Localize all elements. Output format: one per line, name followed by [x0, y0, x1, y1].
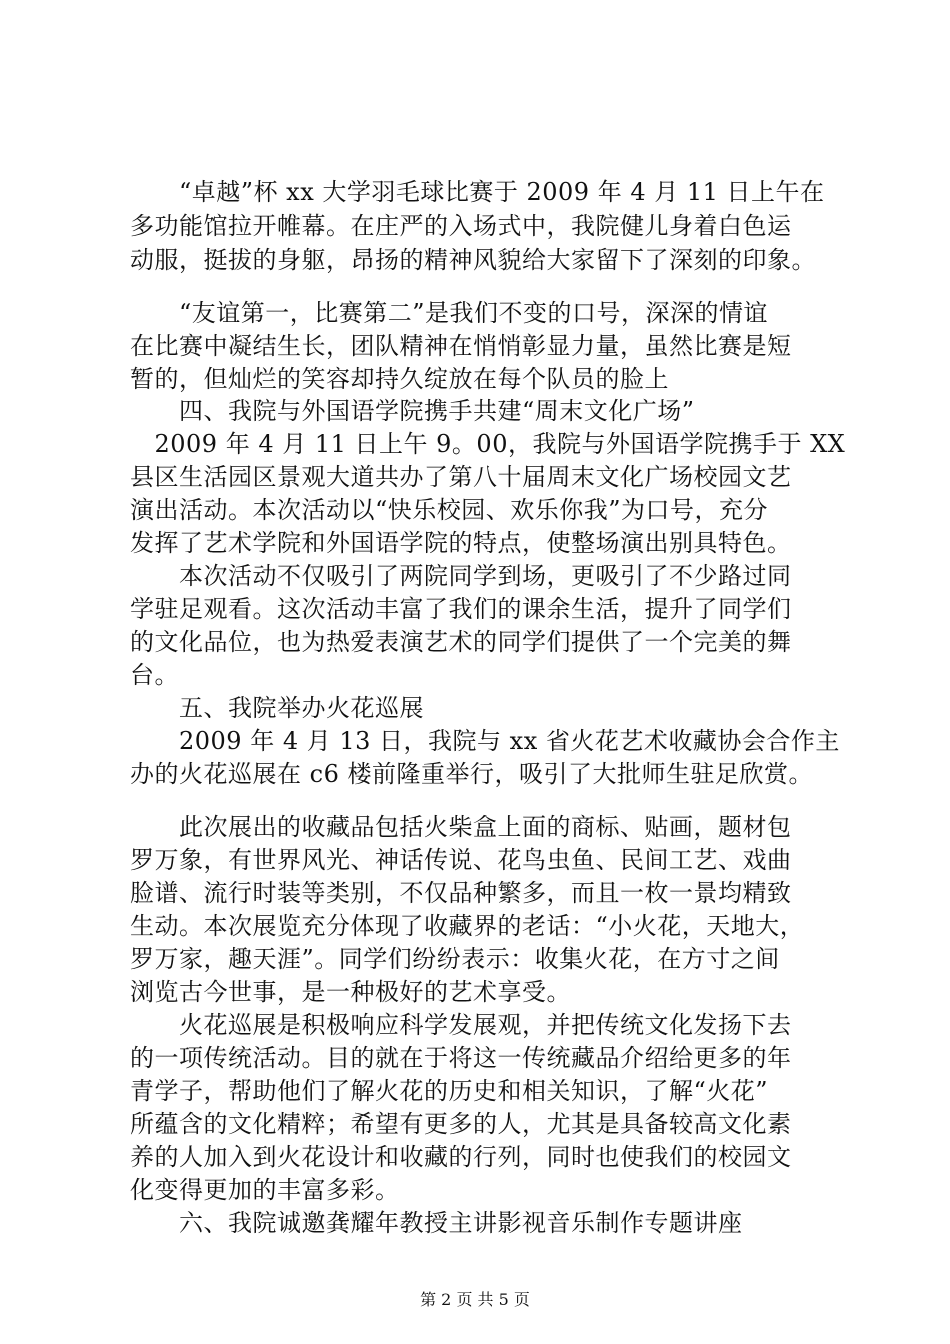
text-line: 所蕴含的文化精粹；希望有更多的人，尤其是具备较高文化素: [130, 1110, 792, 1138]
text-line: 脸谱、流行时装等类别，不仅品种繁多，而且一枚一景均精致: [130, 879, 792, 907]
text-line: 本次活动不仅吸引了两院同学到场，更吸引了不少路过同: [130, 562, 792, 590]
text-line: 的一项传统活动。目的就在于将这一传统藏品介绍给更多的年: [130, 1044, 792, 1072]
text-line: 2009 年 4 月 11 日上午 9。00，我院与外国语学院携手于 XX: [130, 430, 846, 458]
text-line: 此次展出的收藏品包括火柴盒上面的商标、贴画，题材包: [130, 813, 792, 841]
text-line: 县区生活园区景观大道共办了第八十届周末文化广场校园文艺: [130, 463, 792, 491]
text-line: “卓越”杯 xx 大学羽毛球比赛于 2009 年 4 月 11 日上午在: [130, 178, 825, 206]
text-line: 养的人加入到火花设计和收藏的行列，同时也使我们的校园文: [130, 1143, 792, 1171]
text-line: 动服，挺拔的身躯，昂扬的精神风貌给大家留下了深刻的印象。: [130, 246, 816, 274]
text-line: 浏览古今世事，是一种极好的艺术享受。: [130, 978, 571, 1006]
text-line: 发挥了艺术学院和外国语学院的特点，使整场演出别具特色。: [130, 529, 792, 557]
text-line: 六、我院诚邀龚耀年教授主讲影视音乐制作专题讲座: [130, 1209, 743, 1237]
text-line: 罗万家，趣天涯”。同学们纷纷表示：收集火花，在方寸之间: [130, 945, 780, 973]
text-line: “友谊第一，比赛第二”是我们不变的口号，深深的情谊: [130, 299, 769, 327]
text-line: 多功能馆拉开帷幕。在庄严的入场式中，我院健儿身着白色运: [130, 212, 792, 240]
text-line: 四、我院与外国语学院携手共建“周末文化广场”: [130, 397, 695, 425]
text-line: 演出活动。本次活动以“快乐校园、欢乐你我”为口号，充分: [130, 496, 769, 524]
text-line: 在比赛中凝结生长，团队精神在悄悄彰显力量，虽然比赛是短: [130, 332, 792, 360]
text-line: 2009 年 4 月 13 日，我院与 xx 省火花艺术收藏协会合作主: [130, 727, 840, 755]
text-line: 罗万象，有世界风光、神话传说、花鸟虫鱼、民间工艺、戏曲: [130, 846, 792, 874]
text-line: 的文化品位，也为热爱表演艺术的同学们提供了一个完美的舞: [130, 628, 792, 656]
text-line: 生动。本次展览充分体现了收藏界的老话：“小火花，天地大，: [130, 912, 805, 940]
text-line: 办的火花巡展在 c6 楼前隆重举行，吸引了大批师生驻足欣赏。: [130, 760, 813, 788]
page-number-footer: 第 2 页 共 5 页: [420, 1290, 530, 1309]
text-line: 五、我院举办火花巡展: [130, 694, 424, 722]
text-line: 学驻足观看。这次活动丰富了我们的课余生活，提升了同学们: [130, 595, 792, 623]
text-line: 化变得更加的丰富多彩。: [130, 1176, 400, 1204]
text-line: 暂的，但灿烂的笑容却持久绽放在每个队员的脸上: [130, 365, 669, 393]
text-line: 青学子，帮助他们了解火花的历史和相关知识，了解“火花”: [130, 1077, 769, 1105]
text-line: 台。: [130, 661, 179, 689]
text-line: 火花巡展是积极响应科学发展观，并把传统文化发扬下去: [130, 1011, 792, 1039]
